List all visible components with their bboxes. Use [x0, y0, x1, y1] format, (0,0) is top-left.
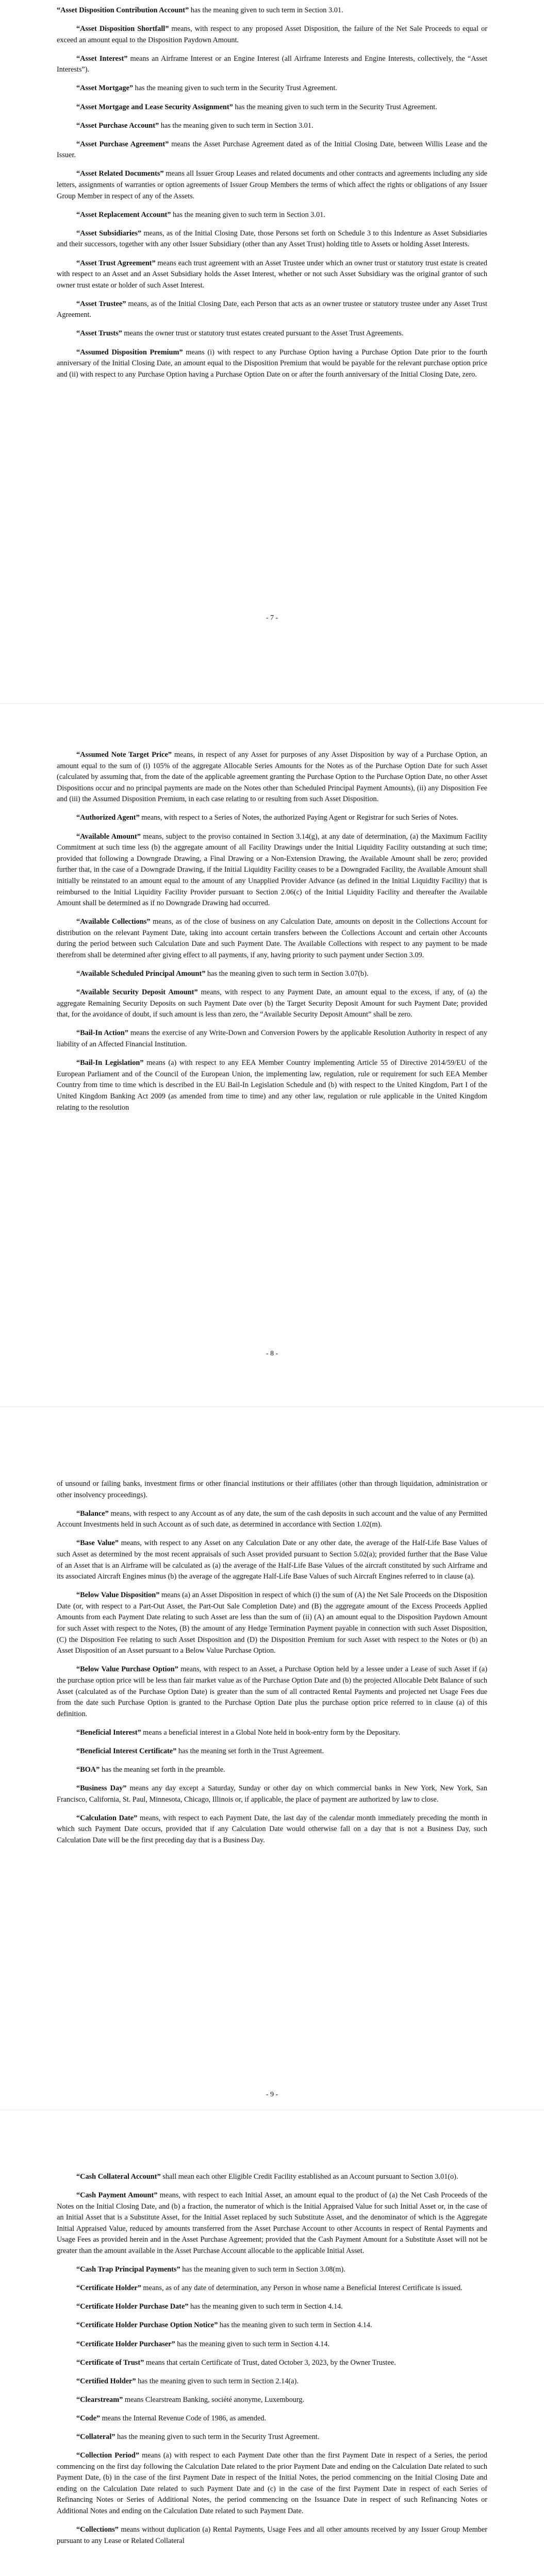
definition-paragraph: “Authorized Agent” means, with respect to a Series of Notes, the authorized Paying Agent or Registrar for such Series of Notes. [76, 814, 458, 822]
definition-paragraph: “Cash Collateral Account” shall mean each other Eligible Credit Facility established as an Account pursuant to Section 3.01(o). [76, 2173, 458, 2181]
definition-paragraph: “Asset Replacement Account” has the meaning given to such term in Section 3.01. [76, 210, 325, 219]
defined-term: “Certified Holder” [76, 2377, 136, 2385]
defined-term: “Asset Trustee” [76, 299, 126, 308]
defined-term: “Asset Mortgage and Lease Security Assignment” [76, 103, 233, 111]
definition-paragraph: of unsound or failing banks, investment firms or other financial institutions or their affiliates (other than through liquidation, administration or other insolvency proceedings). [57, 1480, 487, 1499]
definition-paragraph: “Calculation Date” means, with respect to each Payment Date, the last day of the calendar month immediately preceding the month in which such Payment Date occurs, provided that if any Calculation Date would otherwise fall on a day that is not a Business Day, such Calculation Date will be the first preceding day that is a Business Day. [57, 1814, 487, 1844]
definition-paragraph: “Asset Mortgage” has the meaning given to such term in the Security Trust Agreement. [76, 84, 337, 93]
defined-term: “Below Value Purchase Option” [76, 1665, 178, 1674]
page-separator [0, 1406, 544, 1407]
page-body [57, 1479, 487, 1854]
definition-paragraph: “Beneficial Interest Certificate” has the meaning set forth in the Trust Agreement. [76, 1747, 324, 1755]
definition-paragraph: “Certified Holder” has the meaning given to such term in Section 2.14(a). [76, 2377, 299, 2385]
defined-term: “Available Amount” [76, 832, 141, 841]
defined-term: “Calculation Date” [76, 1814, 138, 1822]
definition-paragraph: “Bail-In Legislation” means (a) with respect to any EEA Member Country implementing Article 55 of Directive 2014/59/EU of the European Parliament and of the Council of the European Union, the implementing law, regulation, rule or requirement for such EEA Member Country from time to time which is described in the EU Bail-In Legislation Schedule and (b) with respect to the United Kingdom, Part I of the United Kingdom Banking Act 2009 (as amended from time to time) and any other law, regulation or rule applicable in the United Kingdom relating to the resolution [57, 1059, 487, 1112]
defined-term: “Asset Trusts” [76, 329, 122, 338]
definition-paragraph: “Asset Trustee” means, as of the Initial Closing Date, each Person that acts as an owner trustee or statutory trustee under any Asset Trust Agreement. [57, 299, 487, 319]
definition-paragraph: “Balance” means, with respect to any Account as of any date, the sum of the cash deposits in such account and the value of any Permitted Account Investments held in such Account as of such date, as determined in accordance with Section 1.02(m). [57, 1509, 487, 1529]
defined-term: “Asset Interest” [76, 54, 128, 63]
definition-paragraph: “Clearstream” means Clearstream Banking, société anonyme, Luxembourg. [76, 2395, 305, 2404]
defined-term: “Base Value” [76, 1539, 119, 1548]
defined-term: “Collections” [76, 2526, 119, 2534]
defined-term: “Bail-In Action” [76, 1029, 128, 1038]
definition-paragraph: “Available Amount” means, subject to the proviso contained in Section 3.14(g), at any date of determination, (a) the Maximum Facility Commitment at such time less (b) the aggregate amount of all Facility Drawings under the Initial Liquidity Facility outstanding at such time; provided that following a Downgrade Drawing, a Final Drawing or a Non-Extension Drawing, the Available Amount shall be zero; provided further that, in the case of a Downgrade Drawing, if the Initial Liquidity Facility ceases to be a Downgraded Facility, the Available Amount shall initially be reinstated to an amount equal to the amount of any Unapplied Provider Advance (as defined in the Initial Liquidity Facility) that is reimbursed to the Initial Liquidity Facility Provider pursuant to Section 2.06(c) of the Initial Liquidity Facility and thereafter the Available Amount shall be determined as if no Downgrade Drawing had occurred. [57, 832, 487, 908]
definition-paragraph: “Cash Trap Principal Payments” has the meaning given to such term in Section 3.08(m). [76, 2265, 345, 2274]
defined-term: “Cash Collateral Account” [76, 2173, 161, 2181]
defined-term: “Certificate Holder Purchase Option Notice” [76, 2321, 218, 2330]
definition-paragraph: “Assumed Note Target Price” means, in respect of any Asset for purposes of any Asset Disposition by way of a Purchase Option, an amount equal to the sum of (i) 105% of the aggregate Allocable Series Amounts for the Notes as of the Purchase Option Date for such Asset (calculated by assuming that, from the date of the applicable agreement granting the Purchase Option to the Purchase Option Date, no other Asset Dispositions occur and no principal payments are made on the Notes other than Scheduled Principal Payment Amounts), (ii) any Disposition Fee and (iii) the Assumed Disposition Premium, in each case relating to or resulting from such Asset Disposition. [57, 751, 488, 804]
defined-term: “Certificate Holder” [76, 2284, 141, 2293]
defined-term: “Available Security Deposit Amount” [76, 988, 198, 997]
definition-paragraph: “Asset Related Documents” means all Issuer Group Leases and related documents and other contracts and agreements including any side letters, assignments of warranties or option agreements of Issuer Group Members the terms of which affect the rights or obligations of any Issuer Group Member in respect of any of the Assets. [57, 170, 487, 200]
definition-paragraph: “Certificate Holder Purchase Option Notice” has the meaning given to such term in Section 4.14. [76, 2321, 372, 2330]
defined-term: “Cash Trap Principal Payments” [76, 2265, 180, 2274]
definition-paragraph: “Certificate Holder Purchaser” has the meaning given to such term in Section 4.14. [76, 2340, 330, 2348]
defined-term: “Collection Period” [76, 2451, 139, 2460]
defined-term: “Code” [76, 2414, 101, 2422]
page-separator [0, 703, 544, 704]
defined-term: “Below Value Disposition” [76, 1591, 160, 1600]
defined-term: “Bail-In Legislation” [76, 1059, 144, 1067]
definition-paragraph: “Asset Trust Agreement” means each trust agreement with an Asset Trustee under which an owner trust or statutory trust estate is created with respect to an Asset and an Asset Subsidiary holds the Asset Interest, whether or not such Asset Subsidiary was the original grantor of such owner trust estate or holder of such Asset Interest. [57, 259, 487, 290]
defined-term: “Cash Payment Amount” [76, 2191, 158, 2200]
defined-term: “Asset Subsidiaries” [76, 229, 141, 238]
definition-paragraph: “Cash Payment Amount” means, with respect to each Initial Asset, an amount equal to the product of (a) the Net Cash Proceeds of the Notes on the Initial Closing Date, and (b) a fraction, the numerator of which is the Initial Appraised Value for such Initial Asset or, in the case of an Initial Asset that is a Substitute Asset, for the Initial Asset replaced by such Substitute Asset, and the denominator of which is the Aggregate Initial Appraised Value, reduced by amounts transferred from the Asset Purchase Account to other Accounts in respect of Rental Payments and Usage Fees as provided herein and in the Asset Purchase Agreement; provided that the Cash Payment Amount for a Substitute Asset will not be greater than the amount available in the Asset Purchase Account allocable to the applicable Initial Asset. [57, 2191, 487, 2256]
defined-term: “Business Day” [76, 1784, 127, 1793]
definition-paragraph: “Base Value” means, with respect to any Asset on any Calculation Date or any other date, the average of the Half-Life Base Values of such Asset as determined by the most recent appraisals of such Asset provided pursuant to Section 5.02(a); provided further that the Base Value of an Asset that is an Airframe will be calculated as (a) the average of the Half-Life Base Values of the aircraft constituted by such Airframe and its associated Aircraft Engines minus (b) the average of the aggregate Half-Life Base Values of such Aircraft Engines referred to in clause (a). [57, 1539, 487, 1581]
defined-term: “Asset Trust Agreement” [76, 259, 156, 267]
defined-term: “Certificate Holder Purchaser” [76, 2340, 175, 2348]
definition-paragraph: “Beneficial Interest” means a beneficial interest in a Global Note held in book-entry form by the Depositary. [76, 1728, 401, 1737]
definition-paragraph: “Asset Trusts” means the owner trust or statutory trust estates created pursuant to the Asset Trust Agreements. [76, 329, 404, 338]
definition-paragraph: “Asset Interest” means an Airframe Interest or an Engine Interest (all Airframe Interests and Engine Interests, collectively, the “Asset Interests”). [57, 54, 488, 74]
definition-paragraph: “Below Value Purchase Option” means, with respect to an Asset, a Purchase Option held by a lessee under a Lease of such Asset if (a) the purchase option price will be less than fair market value as of the Purchase Option Date and (b) the projected Allocable Debt Balance of such Asset (calculated as of the Purchase Option Date) is greater than the sum of all contracted Rental Payments and projected net Usage Fees due from the date such Purchase Option is granted to the Purchase Option Date plus the purchase option price referred to in clause (a) of this definition. [57, 1665, 487, 1718]
page-body [57, 5, 487, 388]
definition-paragraph: “Asset Subsidiaries” means, as of the Initial Closing Date, those Persons set forth on Schedule 3 to this Indenture as Asset Subsidiaries and their successors, together with any other Issuer Subsidiary (other than any Asset Trust) holding title to Assets or holding Asset Interests. [57, 229, 487, 249]
defined-term: “Asset Replacement Account” [76, 210, 171, 219]
defined-term: “Authorized Agent” [76, 814, 140, 822]
definition-paragraph: “Available Security Deposit Amount” means, with respect to any Payment Date, an amount equal to the excess, if any, of (a) the aggregate Remaining Security Deposits on such Payment Date over (b) the Target Security Deposit Amount for such Payment Date; provided that, for the avoidance of doubt, if such amount is less than zero, the “Available Security Deposit Amount” shall be zero. [57, 988, 487, 1019]
defined-term: “Available Scheduled Principal Amount” [76, 970, 206, 978]
definition-paragraph: “Certificate Holder Purchase Date” has the meaning given to such term in Section 4.14. [76, 2302, 343, 2311]
document-page [0, 1406, 544, 2110]
page-body [57, 750, 487, 1121]
definition-paragraph: “Certificate Holder” means, as of any date of determination, any Person in whose name a Beneficial Interest Certificate is issued. [76, 2284, 463, 2293]
definition-paragraph: “Available Scheduled Principal Amount” has the meaning given to such term in Section 3.07(b). [76, 970, 369, 978]
definition-paragraph: “Assumed Disposition Premium” means (i) with respect to any Purchase Option having a Purchase Option Date prior to the fourth anniversary of the Initial Closing Date, an amount equal to the Disposition Premium that would be payable for the relevant purchase option price and (ii) with respect to any Purchase Option having a Purchase Option Date on or after the fourth anniversary of the Initial Closing Date, zero. [57, 348, 488, 379]
document-page [0, 703, 544, 1406]
defined-term: “Beneficial Interest” [76, 1728, 141, 1737]
definition-paragraph: “Collateral” has the meaning given to such term in the Security Trust Agreement. [76, 2433, 320, 2441]
document-page [0, 2110, 544, 2576]
definition-paragraph: “Asset Disposition Contribution Account” has the meaning given to such term in Section 3.01. [57, 6, 343, 14]
page-number: - 7 - [266, 614, 278, 622]
definition-paragraph: “Below Value Disposition” means (a) an Asset Disposition in respect of which (i) the sum of (A) the Net Sale Proceeds on the Disposition Date (or, with respect to a Part-Out Asset, the Part-Out Sale Completion Date) and (B) the aggregate amount of the Excess Proceeds Applied Amounts from each Payment Date relating to such Asset are less than the sum of (ii) (A) an amount equal to the Disposition Paydown Amount for such Asset with respect to the Notes, (B) the amount of any Hedge Termination Payment payable in connection with such Asset Disposition, (C) the Disposition Fee relating to such Asset Disposition and (D) the Disposition Premium for such Asset with respect to the Notes or (b) an Asset Disposition of an Asset pursuant to a Below Value Purchase Option. [57, 1591, 487, 1655]
definition-paragraph: “BOA” has the meaning set forth in the preamble. [76, 1765, 225, 1774]
page-body [57, 2172, 487, 2554]
definition-paragraph: “Bail-In Action” means the exercise of any Write-Down and Conversion Powers by the applicable Resolution Authority in respect of any liability of an Affected Financial Institution. [57, 1029, 487, 1049]
page-number: - 8 - [266, 1350, 278, 1358]
definition-paragraph: “Asset Purchase Agreement” means the Asset Purchase Agreement dated as of the Initial Closing Date, between Willis Lease and the Issuer. [57, 140, 488, 160]
definition-paragraph: “Code” means the Internal Revenue Code of 1986, as amended. [76, 2414, 267, 2422]
defined-term: “Clearstream” [76, 2395, 123, 2404]
defined-term: “Asset Mortgage” [76, 84, 133, 93]
document-page [0, 0, 544, 703]
definition-paragraph: “Asset Purchase Account” has the meaning given to such term in Section 3.01. [76, 121, 314, 130]
defined-term: “Available Collections” [76, 918, 151, 926]
defined-term: “Balance” [76, 1509, 109, 1518]
definition-paragraph: “Collection Period” means (a) with respect to each Payment Date other than the first Payment Date in respect of a Series, the period commencing on the first day following the Calculation Date related to the prior Payment Date and ending on the Calculation Date related to such Payment Date, (b) in the case of the first Payment Date in respect of the Initial Notes, the period commencing on the Initial Closing Date and ending on the Calculation Date related to such Payment Date and (c) in the case of the first Payment Date in respect of each Series of Refinancing Notes or Series of Additional Notes, the period commencing on the Issuance Date in respect of such Refinancing Notes or Additional Notes and ending on the Calculation Date related to such Payment Date. [57, 2451, 487, 2516]
defined-term: “BOA” [76, 1765, 100, 1774]
defined-term: “Assumed Note Target Price” [76, 751, 172, 759]
defined-term: “Collateral” [76, 2433, 116, 2441]
defined-term: “Assumed Disposition Premium” [76, 348, 183, 357]
definition-paragraph: “Asset Disposition Shortfall” means, with respect to any proposed Asset Disposition, the failure of the Net Sale Proceeds to equal or exceed an amount equal to the Disposition Paydown Amount. [57, 25, 487, 44]
definition-paragraph: “Collections” means without duplication (a) Rental Payments, Usage Fees and all other amounts received by any Issuer Group Member pursuant to any Lease or Related Collateral [57, 2526, 487, 2545]
definition-paragraph: “Business Day” means any day except a Saturday, Sunday or other day on which commercial banks in New York, New York, San Francisco, California, St. Paul, Minnesota, Chicago, Illinois or, if applicable, the place of payment are authorized by law to close. [57, 1784, 487, 1804]
defined-term: “Asset Disposition Shortfall” [76, 25, 169, 33]
defined-term: “Certificate Holder Purchase Date” [76, 2302, 189, 2311]
defined-term: “Asset Disposition Contribution Account” [57, 6, 189, 14]
defined-term: “Asset Purchase Account” [76, 121, 159, 130]
defined-term: “Asset Purchase Agreement” [76, 140, 169, 148]
definition-paragraph: “Available Collections” means, as of the close of business on any Calculation Date, amounts on deposit in the Collections Account for distribution on the relevant Payment Date, taking into account certain transfers between the Collections Account and certain other Accounts during the period between such Calculation Date and such Payment Date. The Available Collections with respect to any payment to be made therefrom shall be determined after giving effect to all payments, if any, having priority to such payment under Section 3.09. [57, 918, 487, 959]
defined-term: “Certificate of Trust” [76, 2358, 144, 2367]
defined-term: “Asset Related Documents” [76, 170, 164, 178]
definition-paragraph: “Certificate of Trust” means that certain Certificate of Trust, dated October 3, 2023, by the Owner Trustee. [76, 2358, 396, 2367]
defined-term: “Beneficial Interest Certificate” [76, 1747, 177, 1755]
page-number: - 9 - [266, 2091, 278, 2098]
definition-paragraph: “Asset Mortgage and Lease Security Assignment” has the meaning given to such term in the Security Trust Agreement. [76, 103, 437, 111]
